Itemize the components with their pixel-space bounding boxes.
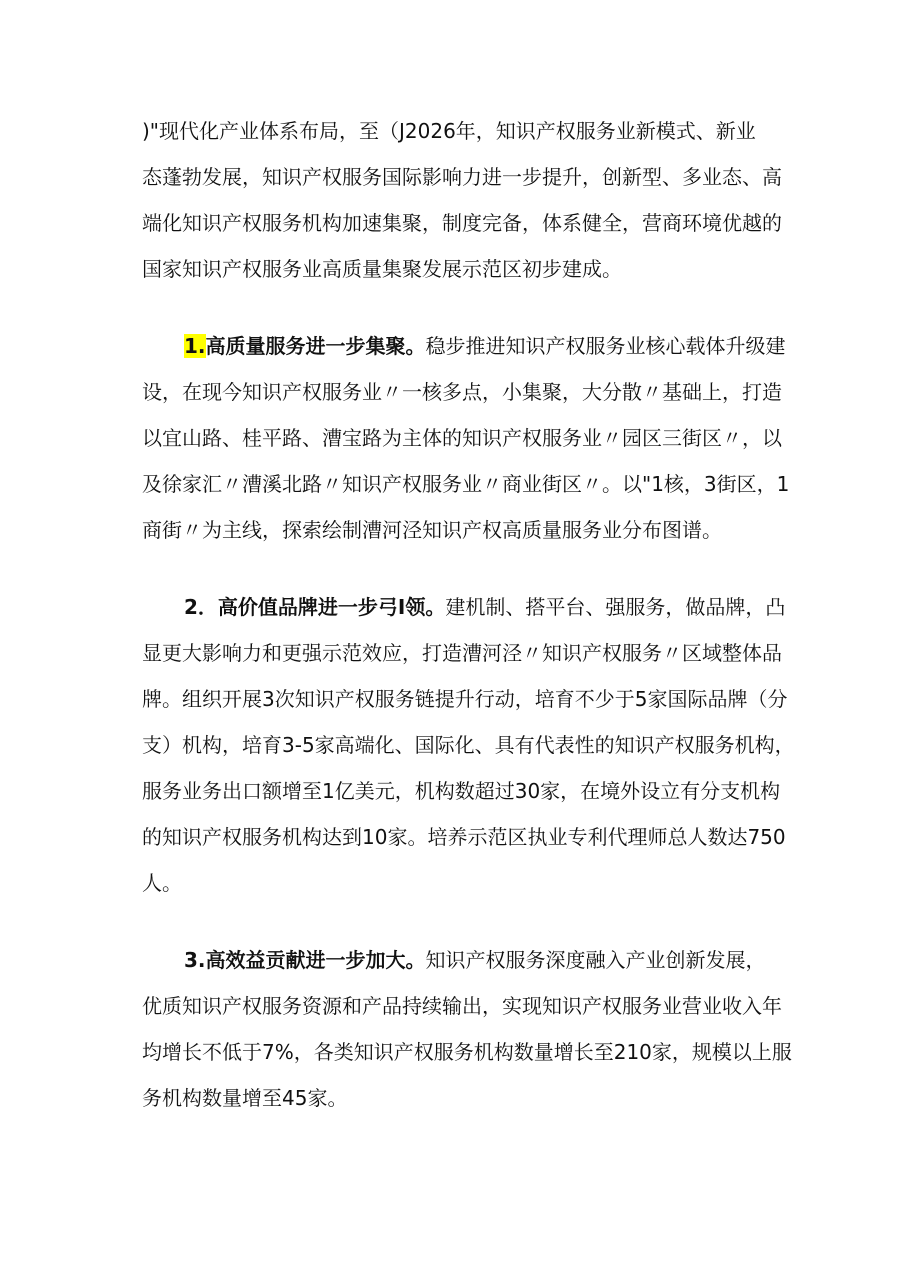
paragraph-line: 牌。组织开展3次知识产权服务链提升行动，培育不少于5家国际品牌（分 [142,687,788,711]
paragraph-line: 建机制、搭平台、强服务，做品牌，凸 [445,595,786,619]
paragraph-first-line [142,323,786,369]
intro-paragraph [142,108,782,292]
paragraph-line: 国家知识产权服务业高质量集聚发展示范区初步建成。 [142,257,622,281]
item-heading: 高价值品牌进一步弓I领。 [217,595,446,619]
paragraph-line: 的知识产权服务机构达到10家。培养示范区执业专利代理师总人数达750 [142,825,786,849]
paragraph-line: 稳步推进知识产权服务业核心载体升级建 [425,334,786,358]
paragraph-line: 态蓬勃发展，知识产权服务国际影响力进一步提升，创新型、多业态、高 [142,165,782,189]
item-3-paragraph [142,937,792,1121]
item-2-paragraph [142,584,795,906]
paragraph-line: 人。 [142,871,182,895]
paragraph-line: 端化知识产权服务机构加速集聚，制度完备，体系健全，营商环境优越的 [142,211,782,235]
item-number: 2． [184,595,218,619]
paragraph-line: 务机构数量增至45家。 [142,1086,348,1110]
paragraph-line: 服务业务出口额增至1亿美元，机构数超过30家，在境外设立有分支机构 [142,779,781,803]
paragraph-first-line [142,584,786,630]
paragraph-line: 支）机构，培育3-5家高端化、国际化、具有代表性的知识产权服务机构， [142,733,795,757]
paragraph-line: 商街〃为主线，探索绘制漕河泾知识产权高质量服务业分布图谱。 [142,518,722,542]
paragraph-line: 以宜山路、桂平路、漕宝路为主体的知识产权服务业〃园区三街区〃，以 [142,426,782,450]
paragraph-line: 及徐家汇〃漕溪北路〃知识产权服务业〃商业街区〃。以"1核，3街区，1 [142,472,790,496]
paragraph-line: 均增长不低于7%，各类知识产权服务机构数量增长至210家，规模以上服 [142,1040,792,1064]
item-number: 1. [184,334,206,358]
item-heading: 高质量服务进一步集聚。 [205,334,426,358]
item-number: 3 [184,948,198,972]
paragraph-line: 设，在现今知识产权服务业〃一核多点，小集聚，大分散〃基础上，打造 [142,380,782,404]
paragraph-line: )"现代化产业体系布局，至（J2026年，知识产权服务业新模式、新业 [142,119,756,143]
paragraph-line: 优质知识产权服务资源和产品持续输出，实现知识产权服务业营业收入年 [142,994,782,1018]
paragraph-line: 显更大影响力和更强示范效应，打造漕河泾〃知识产权服务〃区域整体品 [142,641,782,665]
item-1-paragraph [142,323,790,553]
paragraph-first-line [142,937,782,983]
item-heading: .高效益贡献进一步加大。 [197,948,426,972]
paragraph-line: 知识产权服务深度融入产业创新发展， [425,948,766,972]
